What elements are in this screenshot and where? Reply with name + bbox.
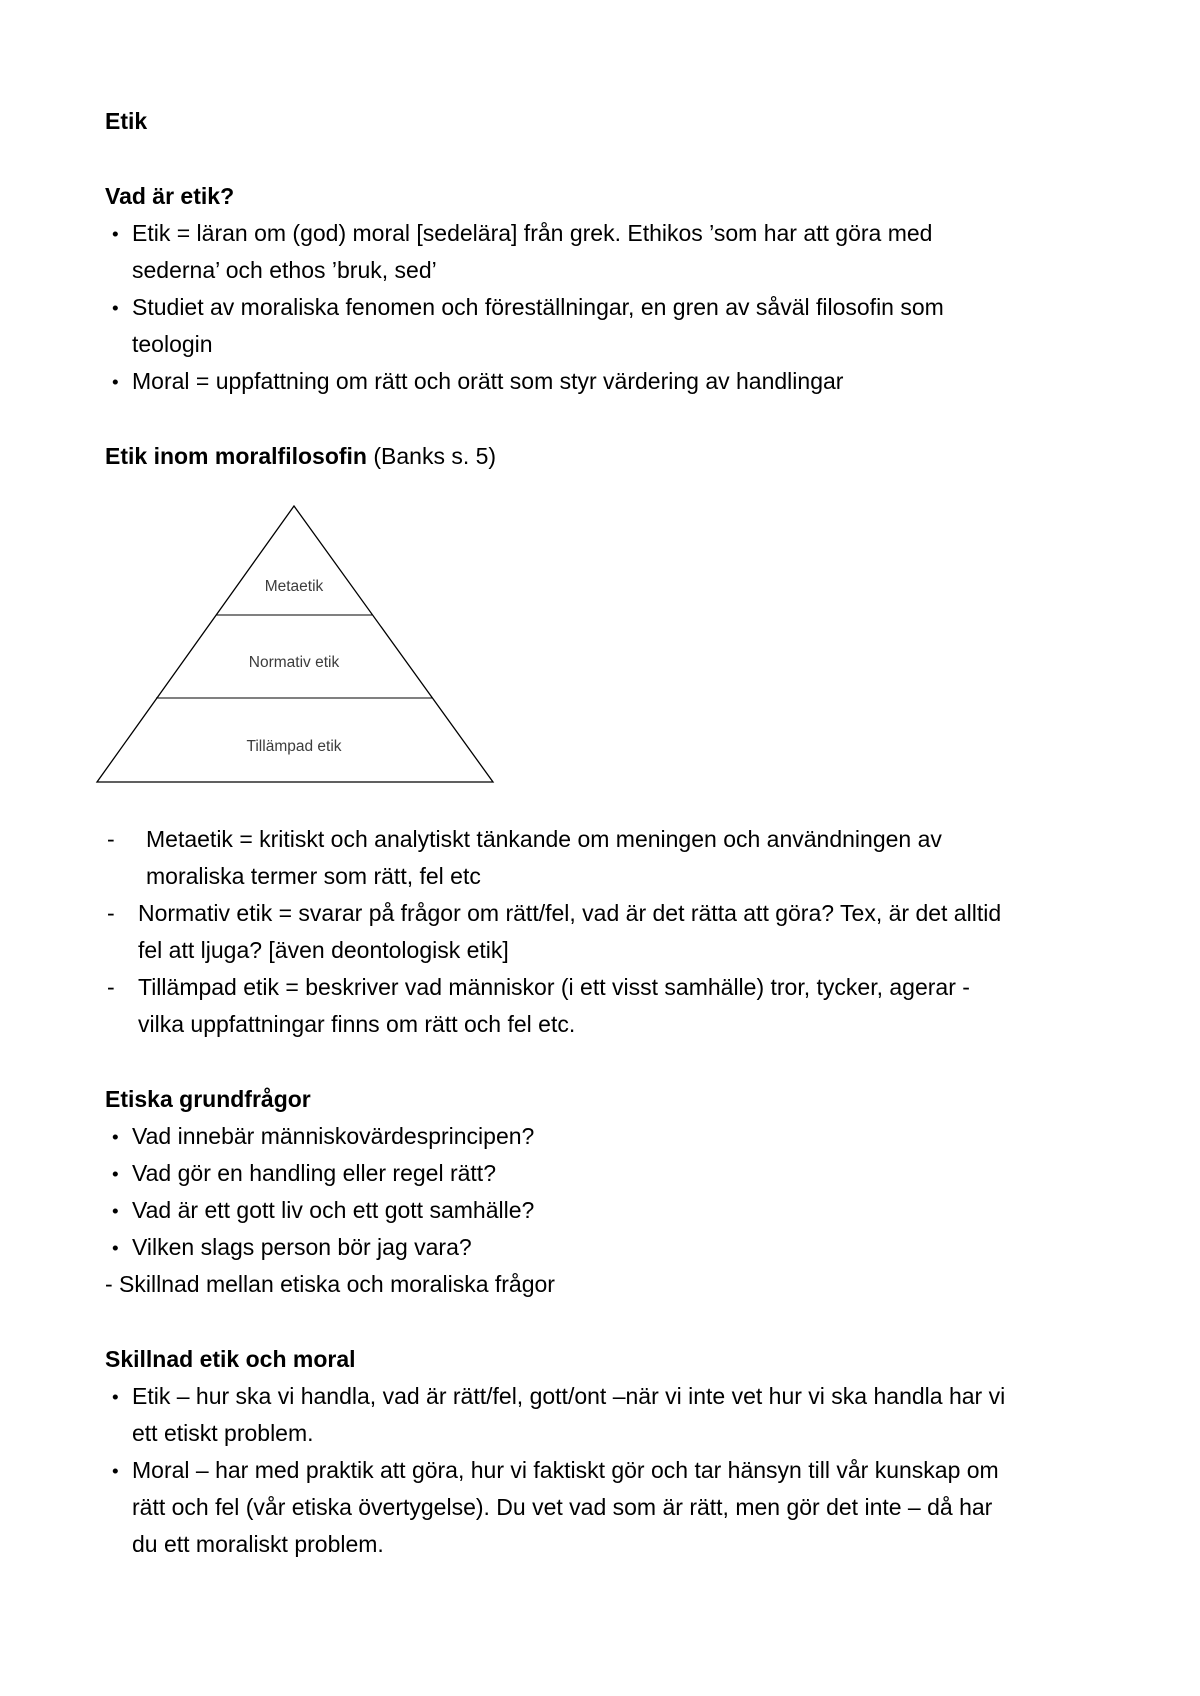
bullet-marker: •: [112, 223, 119, 244]
heading-reference-part: (Banks s. 5): [366, 443, 497, 469]
bullet-marker: •: [112, 371, 119, 392]
ethics-pyramid-diagram: [93, 501, 1105, 787]
vad-ar-etik-bullet-list: [105, 215, 1015, 400]
list-item-text: Studiet av moraliska fenomen och föreställningar, en gren av såväl filosofin som teologin: [132, 294, 944, 357]
list-item: [105, 969, 1015, 1043]
etiska-grundfragor-bullet-list: [105, 1118, 1015, 1266]
section-heading-etik-inom-moralfilosofin: [105, 438, 1105, 475]
skillnad-etik-moral-bullet-list: [105, 1378, 1015, 1563]
pyramid-svg: [93, 501, 505, 787]
pyramid-label-normativ-etik: Normativ etik: [248, 654, 340, 671]
list-item: [105, 1192, 1015, 1229]
list-item: [105, 895, 1015, 969]
pyramid-label-metaetik: Metaetik: [264, 578, 324, 595]
list-item: [105, 1229, 1015, 1266]
list-item: [105, 215, 1015, 289]
bullet-marker: •: [112, 1163, 119, 1184]
section-heading-vad-ar-etik: Vad är etik?: [105, 183, 235, 209]
list-item-text: Metaetik = kritiskt och analytiskt tänkande om meningen och användningen av moraliska termer som rätt, fel etc: [146, 826, 942, 889]
list-item-text: Moral = uppfattning om rätt och orätt som styr värdering av handlingar: [132, 368, 844, 394]
list-item-text: Moral – har med praktik att göra, hur vi faktiskt gör och tar hänsyn till vår kunskap om rätt och fel (vår etiska övertygelse). Du vet vad som är rätt, men gör det inte – då har du ett moraliskt problem.: [132, 1457, 999, 1557]
pyramid-label-tillampad-etik: Tillämpad etik: [246, 738, 342, 755]
bullet-marker: •: [112, 1200, 119, 1221]
list-item-text: Etik – hur ska vi handla, vad är rätt/fel, gott/ont –när vi inte vet hur vi ska handla har vi ett etiskt problem.: [132, 1383, 1006, 1446]
list-item-text: Vilken slags person bör jag vara?: [132, 1234, 472, 1260]
skillnad-footnote-line: - Skillnad mellan etiska och moraliska frågor: [105, 1271, 555, 1297]
list-item: [105, 1452, 1015, 1563]
list-item: [105, 363, 1015, 400]
dash-marker: -: [107, 974, 115, 1000]
list-item: [105, 289, 1015, 363]
list-item: [105, 821, 1015, 895]
section-heading-skillnad-etik-och-moral: Skillnad etik och moral: [105, 1346, 356, 1372]
bullet-marker: •: [112, 297, 119, 318]
bullet-marker: •: [112, 1126, 119, 1147]
list-item-text: Vad innebär människovärdesprincipen?: [132, 1123, 535, 1149]
heading-bold-part: Etik inom moralfilosofin: [105, 443, 367, 469]
bullet-marker: •: [112, 1460, 119, 1481]
doc-title: Etik: [105, 108, 148, 134]
list-item: [105, 1118, 1015, 1155]
list-item-text: Vad gör en handling eller regel rätt?: [132, 1160, 496, 1186]
list-item-text: Vad är ett gott liv och ett gott samhälle?: [132, 1197, 535, 1223]
dash-marker: -: [107, 900, 115, 926]
section-heading-etiska-grundfragor: Etiska grundfrågor: [105, 1086, 311, 1112]
list-item-text: Normativ etik = svarar på frågor om rätt/fel, vad är det rätta att göra? Tex, är det alltid fel att ljuga? [även deontologisk etik]: [138, 900, 1002, 963]
list-item: [105, 1155, 1015, 1192]
pyramid-definitions-list: [105, 821, 1015, 1043]
bullet-marker: •: [112, 1386, 119, 1407]
list-item: [105, 1378, 1015, 1452]
bullet-marker: •: [112, 1237, 119, 1258]
list-item-text: Tillämpad etik = beskriver vad människor (i ett visst samhälle) tror, tycker, agerar - vilka uppfattningar finns om rätt och fel etc.: [138, 974, 970, 1037]
dash-marker: -: [107, 826, 115, 852]
list-item-text: Etik = läran om (god) moral [sedelära] från grek. Ethikos ’som har att göra med sederna’ och ethos ’bruk, sed’: [132, 220, 933, 283]
